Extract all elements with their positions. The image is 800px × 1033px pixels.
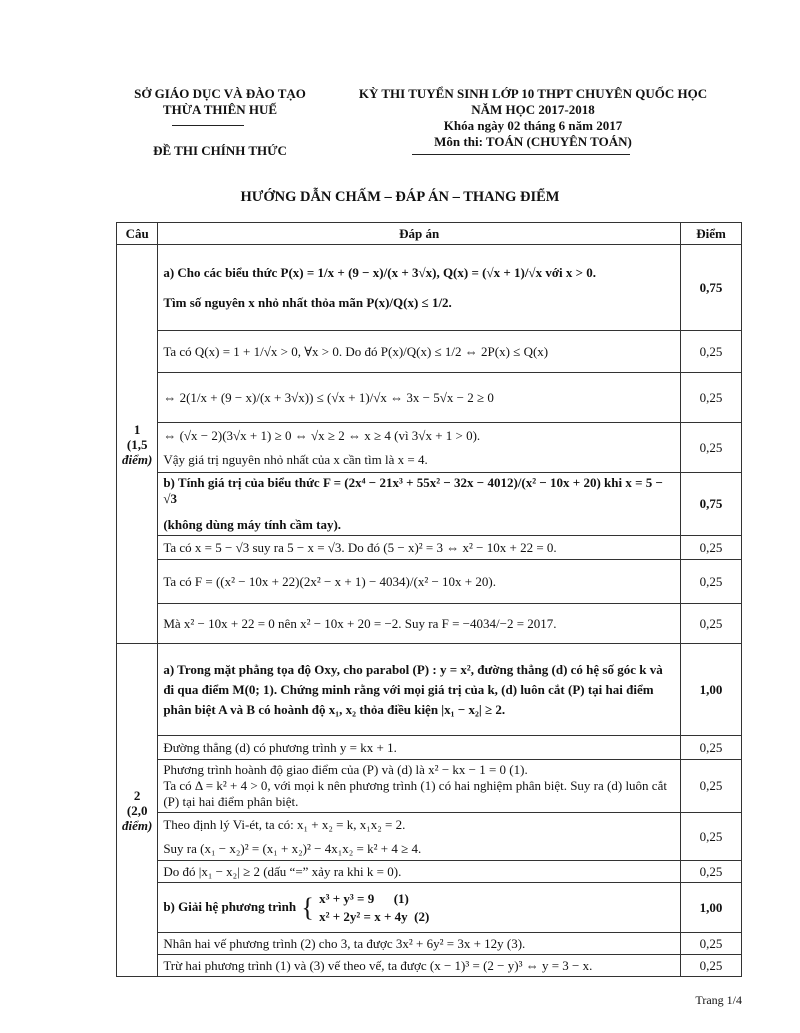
q1b-score: 0,75 [681, 473, 742, 536]
q2a-prompt: a) Trong mặt phẳng tọa độ Oxy, cho parabol (P) : y = x², đường thẳng (d) có hệ số góc k và đi qua điểm M(0; 1). Chứng minh rằng với mọi giá trị của k, (d) luôn cắt (P) tại hai điểm phân biệt A và B có hoành độ x₁, x₂ thỏa điều kiện |x₁ − x₂| ≥ 2. [158, 644, 681, 736]
q1a-step-1: Ta có Q(x) = 1 + 1/√x > 0, ∀x > 0. Do đó P(x)/Q(x) ≤ 1/2 ⇔ 2P(x) ≤ Q(x) [158, 331, 681, 373]
q2b-step-1: Nhân hai vế phương trình (2) cho 3, ta được 3x² + 6y² = 3x + 12y (3). [158, 933, 681, 955]
answer-table [116, 222, 742, 977]
q1b-step-1: Ta có x = 5 − √3 suy ra 5 − x = √3. Do đó (5 − x)² = 3 ⇔ x² − 10x + 22 = 0. [158, 536, 681, 560]
q1b-step-2: Ta có F = ((x² − 10x + 22)(2x² − x + 1) − 4034)/(x² − 10x + 20). [158, 560, 681, 604]
q1a-score: 0,75 [681, 245, 742, 331]
table-row [117, 760, 742, 813]
q1b-step-3: Mà x² − 10x + 22 = 0 nên x² − 10x + 20 = −2. Suy ra F = −4034/−2 = 2017. [158, 604, 681, 644]
system-brace: { [301, 892, 314, 922]
q2b-step-2-score: 0,25 [681, 955, 742, 977]
q2a-step-3-score: 0,25 [681, 813, 742, 861]
q2a-step-2-score: 0,25 [681, 760, 742, 813]
q1a-step-3: ⇔ (√x − 2)(3√x + 1) ≥ 0 ⇔ √x ≥ 2 ⇔ x ≥ 4 (vì 3√x + 1 > 0). Vậy giá trị nguyên nhỏ nhất của x cần tìm là x = 4. [158, 423, 681, 473]
exam-name: KỲ THI TUYỂN SINH LỚP 10 THPT CHUYÊN QUỐC HỌC [358, 86, 708, 101]
exam-date: Khóa ngày 02 tháng 6 năm 2017 [443, 118, 623, 133]
table-row [117, 473, 742, 536]
q1a-step-2-score: 0,25 [681, 373, 742, 423]
department-name: SỞ GIÁO DỤC VÀ ĐÀO TẠO [134, 86, 306, 101]
table-row [117, 331, 742, 373]
table-row [117, 736, 742, 760]
table-row [117, 245, 742, 331]
table-row [117, 423, 742, 473]
q1a-prompt: a) Cho các biểu thức P(x) = 1/x + (9 − x)/(x + 3√x), Q(x) = (√x + 1)/√x với x > 0. Tìm số nguyên x nhỏ nhất thỏa mãn P(x)/Q(x) ≤ 1/2. [158, 245, 681, 331]
official-exam-label: ĐỀ THI CHÍNH THỨC [153, 143, 287, 158]
q2a-step-4-score: 0,25 [681, 861, 742, 883]
province-name: THỪA THIÊN HUẾ [162, 102, 278, 117]
col-dapan-header: Đáp án [158, 223, 681, 245]
q1b-prompt: b) Tính giá trị của biểu thức F = (2x⁴ − 21x³ + 55x² − 32x − 4012)/(x² − 10x + 20) khi x = 5 − √3 (không dùng máy tính cầm tay). [158, 473, 681, 536]
header-right-rule [412, 154, 630, 155]
equation-2: x² + 2y² = x + 4y (2) [319, 908, 430, 924]
page-number: Trang 1/4 [695, 993, 742, 1007]
table-row [117, 861, 742, 883]
q2b-score: 1,00 [681, 883, 742, 933]
header-right [318, 86, 748, 150]
question-2-label: 2 (2,0 điểm) [117, 644, 158, 977]
q1b-step-1-score: 0,25 [681, 536, 742, 560]
q2a-step-1: Đường thẳng (d) có phương trình y = kx + 1. [158, 736, 681, 760]
q2a-step-4: Do đó |x₁ − x₂| ≥ 2 (dấu “=” xảy ra khi k = 0). [158, 861, 681, 883]
col-diem-header: Điểm [681, 223, 742, 245]
equation-1: x³ + y³ = 9 (1) [319, 890, 409, 906]
q1a-step-3-score: 0,25 [681, 423, 742, 473]
table-row [117, 536, 742, 560]
table-row [117, 883, 742, 933]
question-1-label: 1 (1,5 điểm) [117, 245, 158, 644]
table-header-row [117, 223, 742, 245]
q1b-step-2-score: 0,25 [681, 560, 742, 604]
table-row [117, 604, 742, 644]
table-row [117, 813, 742, 861]
page-title: HƯỚNG DẪN CHẤM – ĐÁP ÁN – THANG ĐIỂM [240, 189, 560, 205]
table-row [117, 955, 742, 977]
table-row [117, 373, 742, 423]
q2b-step-2: Trừ hai phương trình (1) và (3) vế theo vế, ta được (x − 1)³ = (2 − y)³ ⇔ y = 3 − x. [158, 955, 681, 977]
q2b-prompt: b) Giải hệ phương trình { x³ + y³ = 9 (1) x² + 2y² = x + 4y (2) [158, 883, 681, 933]
q1a-step-2: ⇔ 2(1/x + (9 − x)/(x + 3√x)) ≤ (√x + 1)/√x ⇔ 3x − 5√x − 2 ≥ 0 [158, 373, 681, 423]
col-cau-header: Câu [117, 223, 158, 245]
q2a-step-1-score: 0,25 [681, 736, 742, 760]
table-row [117, 644, 742, 736]
q2a-score: 1,00 [681, 644, 742, 736]
equation-system [319, 890, 429, 926]
table-row [117, 933, 742, 955]
q2a-step-2: Phương trình hoành độ giao điểm của (P) và (d) là x² − kx − 1 = 0 (1). Ta có Δ = k² + 4 > 0, với mọi k nên phương trình (1) có hai nghiệm phân biệt. Suy ra (d) luôn cắt (P) tại hai điểm phân biệt. [158, 760, 681, 813]
header-left [95, 86, 345, 118]
table-row [117, 560, 742, 604]
q2a-step-3: Theo định lý Vi-ét, ta có: x₁ + x₂ = k, x₁x₂ = 2. Suy ra (x₁ − x₂)² = (x₁ + x₂)² − 4x₁x₂ = k² + 4 ≥ 4. [158, 813, 681, 861]
q1b-step-3-score: 0,25 [681, 604, 742, 644]
header-left-rule [172, 125, 244, 126]
school-year: NĂM HỌC 2017-2018 [471, 102, 595, 117]
q2b-step-1-score: 0,25 [681, 933, 742, 955]
q1a-step-1-score: 0,25 [681, 331, 742, 373]
subject: Môn thi: TOÁN (CHUYÊN TOÁN) [434, 134, 632, 149]
